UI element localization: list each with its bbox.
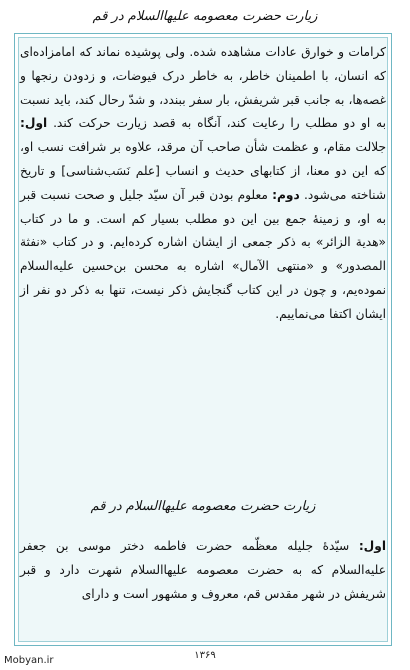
paragraph-1-part-b: جلالت مقام، و عظمت شأن صاحب آن مرقد، علاوه بر شرافت نسب او، که این دو معنا، از کتابهای حدیث و انساب [علم نَسَب‌شناسی] و تاریخ شناخته می‌شود. bbox=[20, 140, 387, 202]
body-text-2 bbox=[20, 535, 386, 606]
page-number: ۱۳۶۹ bbox=[194, 650, 216, 661]
label-aval: اول: bbox=[20, 116, 48, 131]
section-title: زیارت حضرت معصومه علیهاالسلام در قم bbox=[90, 499, 316, 514]
label-dovom: دوم: bbox=[272, 187, 300, 202]
paragraph-1-part-c: معلوم بودن قبر آن سیّد جلیل و صحت نسبت قبر به او، و زمینهٔ جمع بین این دو مطلب بسیار کم است. و ما در کتاب «هدیة الزائر» به ذکر جمعی از ایشان اشاره کرده‌ایم. و در کتاب «نفثة المصدور» و «منتهی الآمال» اشاره به محسن بن‌حسین علیه‌السلام نموده‌یم، و چون در این کتاب گنجایش ذکر نیست، تنها به ذکر دو نفر از ایشان اکتفا می‌نماییم. bbox=[20, 187, 386, 321]
paragraph-2-text: سیّدهٔ جلیله معظّمه حضرت فاطمه دختر موسی بن جعفر علیه‌السلام که به حضرت معصومه علیهاالسلام شهرت دارد و قبر شریفش در شهر مقدس قم، معروف و مشهور است و دارای bbox=[20, 539, 386, 601]
paragraph-2 bbox=[20, 535, 386, 606]
paragraph-1-part-a: کرامات و خوارق عادات مشاهده شده. ولی پوشیده نماند که امامزاده‌ای که انسان، با اطمینان خاطر، به خاطر درک فیوضات، و زدودن رنجها و غصه‌ها، به جانب قبر شریفش، بار سفر ببندد، و شدّ رحال کند، باید نسبت به او دو مطلب را رعایت کند، آنگاه به قصد زیارت حرکت کند. bbox=[20, 45, 387, 131]
paragraph-1 bbox=[20, 41, 386, 327]
watermark: Mobyan.ir bbox=[4, 655, 54, 666]
body-text bbox=[20, 41, 386, 327]
label-aval-2: اول: bbox=[358, 539, 387, 553]
running-header: زیارت حضرت معصومه علیهاالسلام در قم bbox=[92, 9, 318, 24]
